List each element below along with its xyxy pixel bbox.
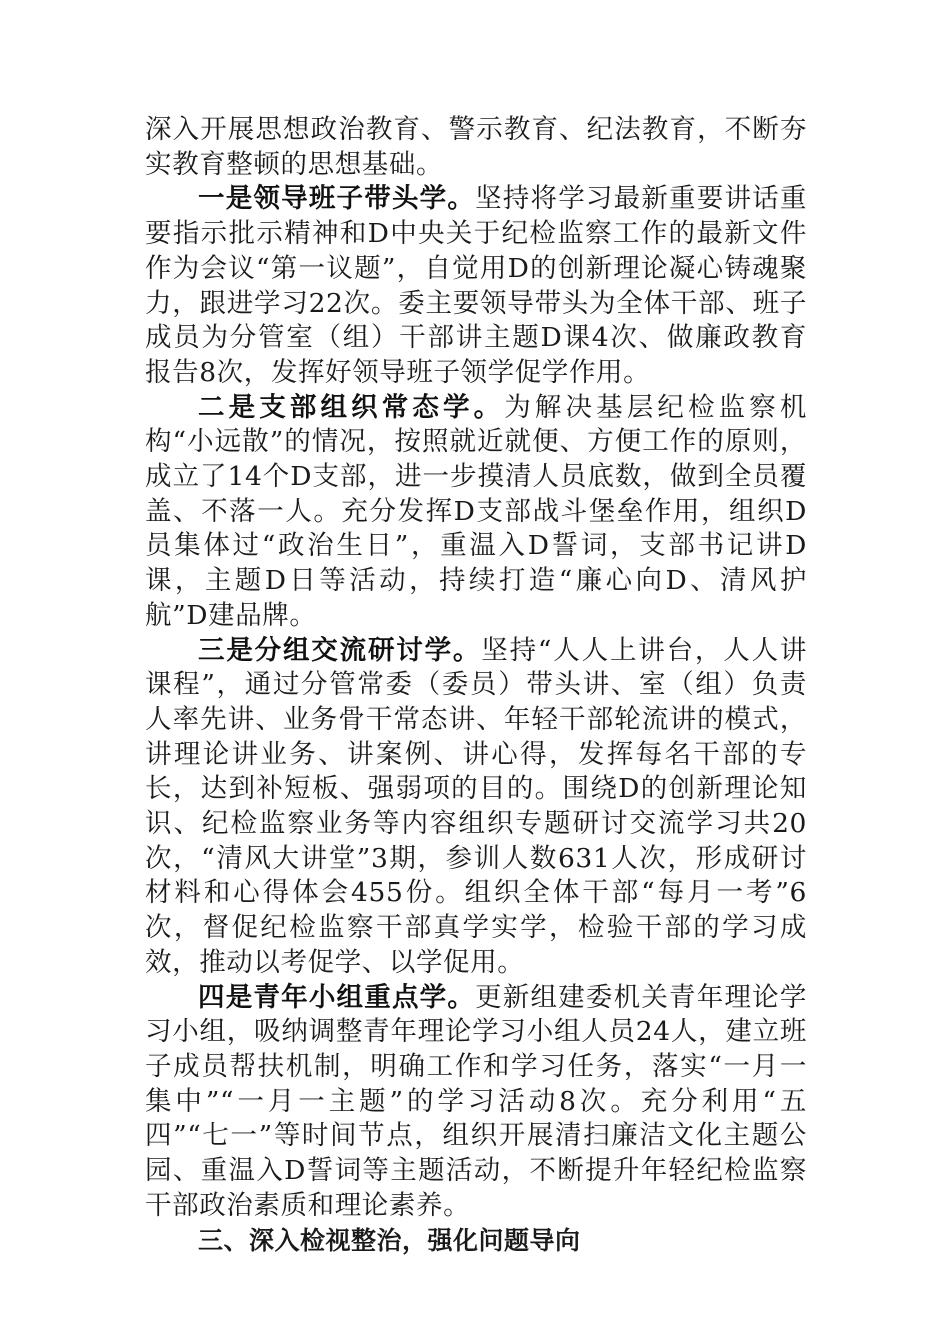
paragraph-text: 更新组建委机关青年理论学习小组，吸纳调整青年理论学习小组人员24人，建立班子成员帮扶机制，明确工作和学习任务，落实“一月一集中”“一月一主题”的学习活动8次。充分利用“五四”“七一”等时间节点，组织开展清扫廉洁文化主题公园、重温入D誓词等主题活动，不断提升年轻纪检监察干部政治素质和理论素养。 bbox=[145, 981, 807, 1221]
paragraph-lead: 一是领导班子带头学。 bbox=[198, 183, 476, 215]
paragraph-text: 坚持将学习最新重要讲话重要指示批示精神和D中央关于纪检监察工作的最新文件作为会议“第一议题”，自觉用D的创新理论凝心铸魂聚力，跟进学习22次。委主要领导带头为全体干部、班子成员为分管室（组）干部讲主题D课4次、做廉政教育报告8次，发挥好领导班子领学促学作用。 bbox=[145, 183, 807, 388]
paragraph-lead: 二是支部组织常态学。 bbox=[198, 391, 505, 423]
paragraph-youth-study bbox=[145, 981, 807, 1224]
paragraph-text: 为解决基层纪检监察机构“小远散”的情况，按照就近就便、方便工作的原则，成立了14个D支部，进一步摸清人员底数，做到全员覆盖、不落一人。充分发挥D支部战斗堡垒作用，组织D员集体过“政治生日”，重温入D誓词，支部书记讲D课，主题D日等活动，持续打造“廉心向D、清风护航”D建品牌。 bbox=[145, 391, 808, 631]
section-heading: 三、深入检视整治，强化问题导向 bbox=[198, 1225, 581, 1255]
paragraph-group-study bbox=[145, 634, 807, 981]
paragraph-lead: 三是分组交流研讨学。 bbox=[198, 634, 482, 666]
paragraph-text: 坚持“人人上讲台，人人讲课程”，通过分管常委（委员）带头讲、室（组）负责人率先讲、业务骨干常态讲、年轻干部轮流讲的模式，讲理论讲业务、讲案例、讲心得，发挥每名干部的专长，达到补短板、强弱项的目的。围绕D的创新理论知识、纪检监察业务等内容组织专题研讨交流学习共20次，“清风大讲堂”3期，参训人数631人次，形成研讨材料和心得体会455份。组织全体干部“每月一考”6次，督促纪检监察干部真学实学，检验干部的学习成效，推动以考促学、以学促用。 bbox=[145, 634, 808, 978]
paragraph-intro-continuation bbox=[145, 113, 807, 182]
paragraph-lead: 四是青年小组重点学。 bbox=[198, 981, 476, 1013]
paragraph-text: 深入开展思想政治教育、警示教育、纪法教育，不断夯实教育整顿的思想基础。 bbox=[145, 114, 807, 180]
paragraph-leadership-study bbox=[145, 182, 807, 390]
paragraph-branch-study bbox=[145, 391, 807, 634]
document-body bbox=[145, 113, 807, 1258]
